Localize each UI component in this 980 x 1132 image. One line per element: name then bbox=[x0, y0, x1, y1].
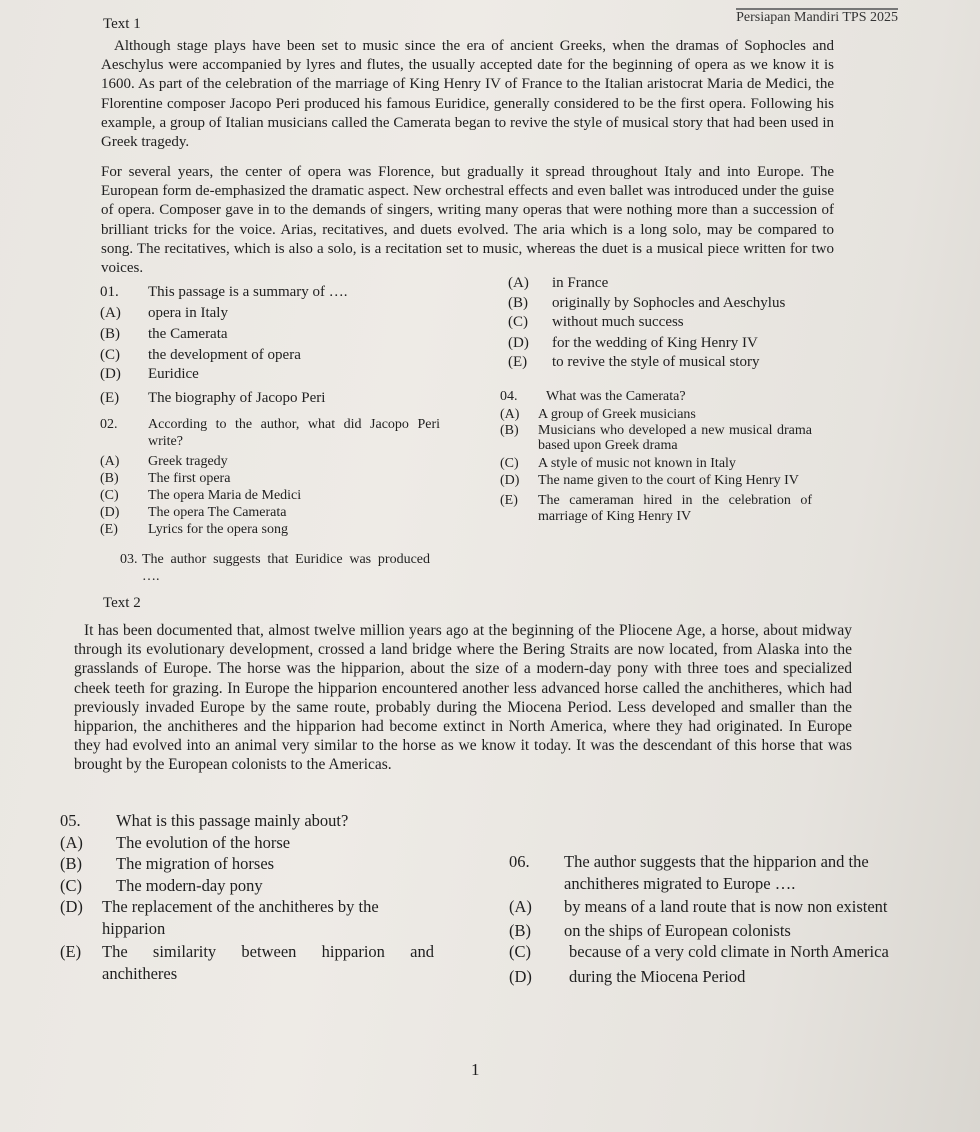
option-a[interactable] bbox=[100, 304, 490, 323]
question-text bbox=[120, 552, 430, 585]
option-b[interactable] bbox=[500, 423, 812, 454]
option-key: (A) bbox=[509, 897, 532, 916]
option-text: A style of music not known in Italy bbox=[538, 455, 736, 471]
option-text: The cameraman hired in the celebration of marriage of King Henry IV bbox=[538, 493, 812, 524]
option-text: The evolution of the horse bbox=[116, 832, 291, 852]
option-text: Musicians who developed a new musical drama based upon Greek drama bbox=[538, 422, 812, 453]
option-text: for the wedding of King Henry IV bbox=[552, 335, 758, 351]
option-d[interactable] bbox=[508, 334, 818, 353]
text1-label: Text 1 bbox=[103, 16, 141, 32]
option-e[interactable] bbox=[508, 353, 818, 372]
question-number: 01. bbox=[100, 284, 119, 300]
option-text: The modern-day pony bbox=[116, 875, 263, 895]
question-text bbox=[100, 283, 490, 302]
option-key: (C) bbox=[500, 455, 519, 471]
option-c[interactable] bbox=[100, 487, 440, 504]
option-key: (D) bbox=[509, 966, 532, 986]
question-04 bbox=[500, 388, 812, 525]
option-c[interactable] bbox=[508, 313, 818, 332]
option-d[interactable] bbox=[500, 473, 812, 489]
page-number: 1 bbox=[471, 1060, 480, 1079]
option-text: opera in Italy bbox=[148, 305, 228, 321]
option-d[interactable] bbox=[100, 504, 440, 521]
option-key: (A) bbox=[60, 832, 83, 852]
option-key: (E) bbox=[60, 942, 82, 961]
option-e[interactable] bbox=[100, 521, 440, 538]
option-key: (C) bbox=[100, 488, 119, 503]
question-number: 03. bbox=[120, 552, 138, 567]
option-key: (E) bbox=[500, 493, 518, 508]
option-key: (D) bbox=[100, 366, 121, 382]
option-e[interactable] bbox=[60, 941, 450, 984]
option-c[interactable] bbox=[509, 941, 889, 963]
option-text: The similarity between hipparion and anchitheres bbox=[102, 942, 434, 983]
option-text: The opera The Camerata bbox=[148, 505, 287, 520]
option-key: (C) bbox=[60, 875, 82, 895]
question-number: 06. bbox=[509, 852, 530, 871]
question-stem: The author suggests that the hipparion and the anchitheres migrated to Europe …. bbox=[564, 852, 869, 893]
option-key: (A) bbox=[100, 305, 121, 321]
option-text: The biography of Jacopo Peri bbox=[148, 390, 326, 406]
question-text bbox=[500, 388, 812, 405]
question-number: 05. bbox=[60, 811, 81, 830]
question-text bbox=[60, 810, 450, 832]
question-06 bbox=[509, 851, 889, 987]
question-03 bbox=[120, 552, 430, 585]
option-text: The migration of horses bbox=[116, 854, 275, 873]
option-text: the Camerata bbox=[148, 326, 228, 342]
option-text: on the ships of European colonists bbox=[564, 920, 791, 940]
option-text: to revive the style of musical story bbox=[552, 354, 760, 370]
question-stem: What is this passage mainly about? bbox=[116, 811, 349, 830]
option-key: (B) bbox=[508, 295, 528, 311]
text2-paragraph-1: It has been documented that, almost twelve million years ago at the beginning of the Pliocene Age, a horse, about midway through its evolutionary development, crossed a land bridge where the Bering Straits are now located, from Alaska into the grasslands of Europe. The horse was the hipparion, about the size of a modern-day pony with three toes and specialized cheek teeth for grazing. In Europe the hipparion encountered another less advanced horse called the anchitheres, which had previously invaded Europe by the same route, probably during the Miocena Period. Less developed and smaller than the hipparion, the anchitheres and the hipparion had become extinct in North America, where they had originated. In Europe they had evolved into an animal very similar to the horse as we know it today. It was the descendant of this horse that was brought by the European colonists to the Americas. bbox=[74, 622, 852, 774]
option-b[interactable] bbox=[60, 853, 450, 875]
option-key: (D) bbox=[60, 897, 83, 916]
question-text bbox=[509, 851, 889, 894]
option-d[interactable] bbox=[100, 365, 490, 384]
text2-label: Text 2 bbox=[103, 595, 141, 611]
header-title: Persiapan Mandiri TPS 2025 bbox=[736, 10, 898, 25]
text1-paragraph-1: Although stage plays have been set to music since the era of ancient Greeks, when the dramas of Sophocles and Aeschylus were accompanied by lyres and flutes, the usually accepted date for the beginning of opera as we know it is 1600. As part of the celebration of the marriage of King Henry IV of France to the Italian aristocrat Maria de Medici, the Florentine composer Jacopo Peri produced his famous Euridice, generally considered to be the first opera. Following his example, a group of Italian musicians called the Camerata began to revive the style of musical story that had been used in Greek tragedy. bbox=[101, 38, 834, 151]
option-d[interactable] bbox=[509, 966, 889, 988]
question-stem: According to the author, what did Jacopo Peri write? bbox=[148, 417, 440, 449]
option-text: The opera Maria de Medici bbox=[148, 488, 302, 503]
option-key: (A) bbox=[500, 407, 520, 422]
option-text: Greek tragedy bbox=[148, 454, 228, 469]
option-a[interactable] bbox=[60, 832, 450, 854]
question-text bbox=[100, 417, 440, 450]
option-key: (C) bbox=[508, 314, 528, 330]
option-key: (B) bbox=[100, 326, 120, 342]
option-d[interactable] bbox=[60, 896, 450, 939]
option-key: (D) bbox=[100, 505, 120, 520]
question-05 bbox=[60, 810, 450, 984]
option-text: Lyrics for the opera song bbox=[148, 522, 288, 537]
option-e[interactable] bbox=[500, 493, 812, 525]
option-key: (D) bbox=[508, 335, 529, 351]
option-text: A group of Greek musicians bbox=[538, 407, 696, 422]
option-key: (D) bbox=[500, 473, 520, 488]
option-a[interactable] bbox=[100, 453, 440, 470]
option-key: (E) bbox=[100, 390, 120, 406]
question-number: 04. bbox=[500, 389, 518, 404]
option-text: The replacement of the anchitheres by the hipparion bbox=[102, 897, 379, 938]
option-key: (B) bbox=[60, 854, 82, 873]
option-b[interactable] bbox=[509, 920, 889, 942]
option-key: (A) bbox=[100, 454, 120, 469]
option-text: originally by Sophocles and Aeschylus bbox=[552, 295, 786, 311]
option-key: (B) bbox=[509, 920, 531, 940]
question-01 bbox=[100, 283, 490, 408]
option-c[interactable] bbox=[60, 875, 450, 897]
option-key: (C) bbox=[100, 347, 120, 363]
option-text: because of a very cold climate in North America bbox=[569, 942, 889, 961]
option-e[interactable] bbox=[100, 389, 490, 408]
option-text: The name given to the court of King Henry IV bbox=[538, 473, 799, 488]
option-key: (A) bbox=[508, 275, 529, 291]
question-stem: What was the Camerata? bbox=[546, 389, 686, 404]
option-text: The first opera bbox=[148, 471, 231, 486]
question-number: 02. bbox=[100, 417, 118, 432]
option-text: the development of opera bbox=[148, 347, 301, 363]
question-stem: The author suggests that Euridice was produced …. bbox=[142, 552, 430, 584]
option-a[interactable] bbox=[509, 896, 889, 918]
question-stem: This passage is a summary of …. bbox=[148, 284, 348, 300]
option-key: (B) bbox=[100, 471, 119, 486]
question-03-options bbox=[508, 274, 818, 372]
option-c[interactable] bbox=[500, 456, 812, 472]
option-b[interactable] bbox=[100, 325, 490, 344]
option-key: (C) bbox=[509, 942, 531, 961]
option-text: by means of a land route that is now non existent bbox=[564, 897, 888, 916]
option-b[interactable] bbox=[508, 294, 818, 313]
option-text: in France bbox=[552, 275, 609, 291]
option-b[interactable] bbox=[100, 470, 440, 487]
text1-paragraph-2: For several years, the center of opera was Florence, but gradually it spread throughout Italy and into Europe. The European form de-emphasized the dramatic aspect. New orchestral effects and even ballet was introduced under the guise of opera. Composer gave in to the demands of singers, writing many operas that were nothing more than a succession of brilliant tricks for the voice. Arias, recitatives, and duets evolved. The aria which is a long solo, may be compared to song. The recitatives, which is also a solo, is a recitation set to music, whereas the duet is a musical piece written for two voices. bbox=[101, 164, 834, 277]
option-c[interactable] bbox=[100, 346, 490, 365]
option-a[interactable] bbox=[508, 274, 818, 293]
option-key: (E) bbox=[508, 354, 528, 370]
question-02 bbox=[100, 417, 440, 538]
option-a[interactable] bbox=[500, 407, 812, 423]
option-key: (E) bbox=[100, 522, 118, 537]
option-text: during the Miocena Period bbox=[569, 966, 746, 986]
option-key: (B) bbox=[500, 422, 519, 438]
option-text: without much success bbox=[552, 314, 684, 330]
option-text: Euridice bbox=[148, 366, 199, 382]
